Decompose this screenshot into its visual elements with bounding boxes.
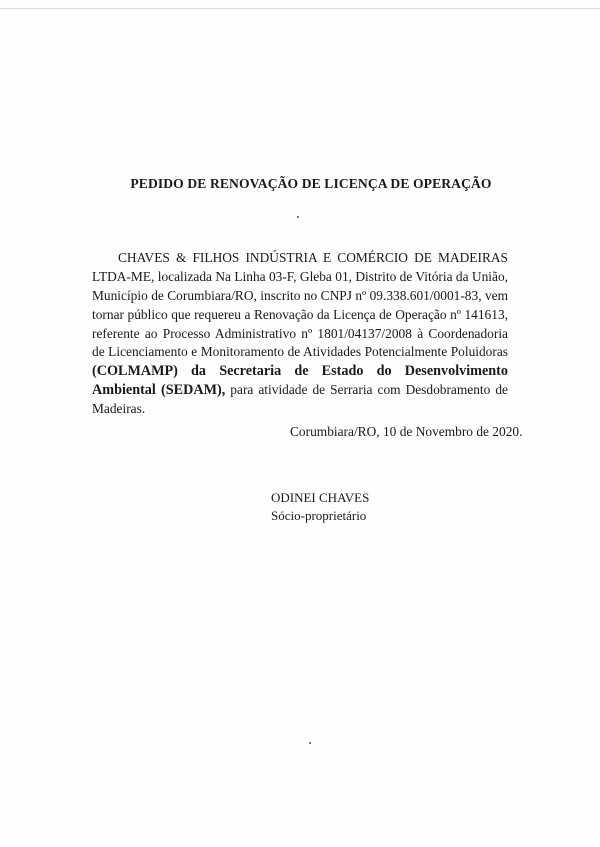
document-title: PEDIDO DE RENOVAÇÃO DE LICENÇA DE OPERAÇÃO: [130, 176, 492, 191]
signatory-role: Sócio-proprietário: [271, 508, 367, 523]
scan-speck: [297, 216, 299, 218]
body-text-part1: CHAVES & FILHOS INDÚSTRIA E COMÉRCIO DE MADEIRAS LTDA-ME, localizada Na Linha 03-F, Gleba 01, Distrito de Vitória da União, Município de Corumbiara/RO, inscrito no CNPJ nº 09.338.601/0001-83, vem tornar público que requereu a Renovação da Licença de Operação nº 141613, referente ao Processo Administrativo nº 1801/04137/2008 à Coordenadoria de Licenciamento e Monitoramento de Atividades Potencialmente Poluidoras: [92, 250, 508, 360]
body-paragraph: [92, 249, 508, 418]
signatory-name: ODINEI CHAVES: [271, 490, 370, 505]
body-text-part2: para atividade de Serraria com Desdobramento de Madeiras.: [92, 381, 509, 416]
scan-speck: [309, 742, 311, 744]
body-text-bold: (COLMAMP) da Secretaria de Estado do Desenvolvimento Ambiental (SEDAM),: [92, 363, 508, 398]
scan-top-edge: [0, 8, 600, 9]
date-line: Corumbiara/RO, 10 de Novembro de 2020.: [290, 424, 523, 439]
